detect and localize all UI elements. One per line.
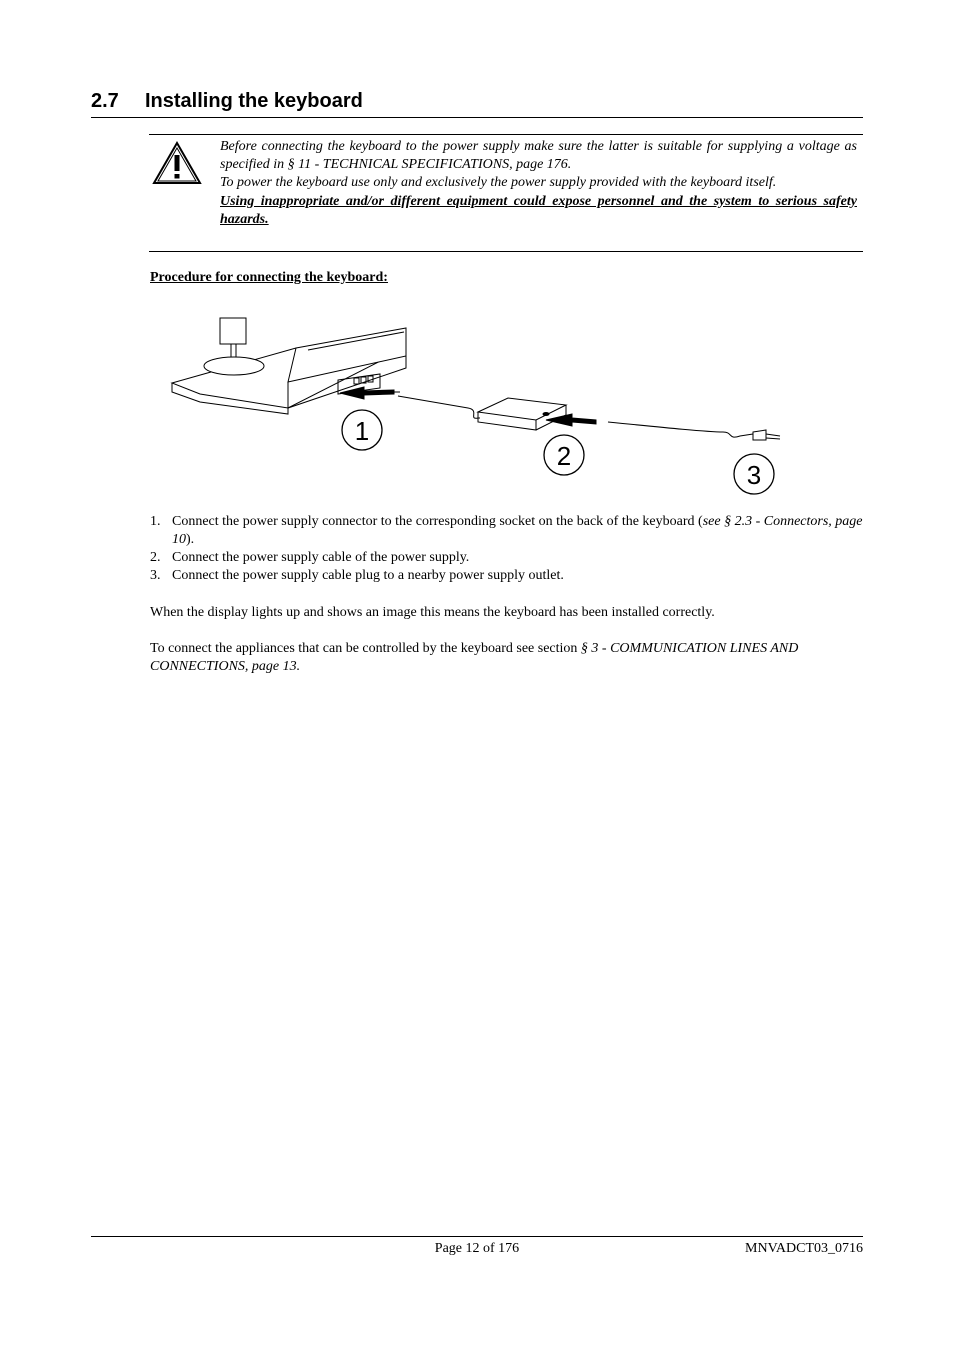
procedure-title: Procedure for connecting the keyboard: bbox=[150, 270, 388, 285]
keyboard-connection-figure bbox=[168, 308, 788, 498]
step-item bbox=[150, 513, 864, 549]
step-text: Connect the power supply cable plug to a nearby power supply outlet. bbox=[172, 568, 564, 583]
section-title: Installing the keyboard bbox=[145, 90, 363, 112]
callout-2 bbox=[544, 435, 584, 475]
warning-box bbox=[149, 134, 863, 252]
step-item bbox=[150, 549, 864, 567]
section-ref[interactable]: § 3 - COMMUNICATION LINES AND CONNECTIONS, page 13. bbox=[150, 641, 799, 674]
page-number: Page 12 of 176 bbox=[434, 1241, 520, 1256]
warning-triangle-icon bbox=[152, 141, 202, 185]
callout-2-label: 2 bbox=[556, 441, 572, 471]
section-heading bbox=[91, 90, 863, 118]
callout-3-label: 3 bbox=[746, 460, 762, 490]
callout-3 bbox=[734, 454, 774, 494]
section-number: 2.7 bbox=[91, 90, 119, 112]
warning-line-1-text: Before connecting the keyboard to the power supply make sure the latter is suitable for supplying a voltage as specified in bbox=[220, 139, 857, 173]
document-code: MNVADCT03_0716 bbox=[745, 1241, 863, 1256]
callout-1-label: 1 bbox=[354, 416, 370, 446]
step-number: 1. bbox=[150, 514, 161, 529]
connect-appliances-paragraph bbox=[150, 640, 864, 676]
step-number: 3. bbox=[150, 568, 161, 583]
warning-line-1-ref[interactable]: § 11 - TECHNICAL SPECIFICATIONS, page 176. bbox=[287, 157, 572, 173]
step-text: Connect the power supply connector to the corresponding socket on the back of the keyboard ( bbox=[172, 514, 703, 529]
warning-line-3: Using inappropriate and/or different equipment could expose personnel and the system to serious safety hazards. bbox=[220, 193, 857, 227]
step-ref[interactable]: see § 2.3 - Connectors, page 10 bbox=[172, 514, 863, 547]
step-item bbox=[150, 567, 864, 585]
callout-1 bbox=[342, 410, 382, 450]
warning-line-1 bbox=[220, 138, 857, 174]
step-number: 2. bbox=[150, 550, 161, 565]
procedure-steps bbox=[150, 513, 864, 585]
step-tail: ). bbox=[186, 532, 195, 547]
step-text: Connect the power supply cable of the power supply. bbox=[172, 550, 470, 565]
paragraph-text: To connect the appliances that can be controlled by the keyboard see section bbox=[150, 641, 581, 656]
keyboard-illustration bbox=[172, 318, 780, 440]
warning-line-2: To power the keyboard use only and exclusively the power supply provided with the keyboard itself. bbox=[220, 175, 777, 191]
warning-text bbox=[220, 138, 857, 229]
install-confirmation-paragraph: When the display lights up and shows an image this means the keyboard has been installed correctly. bbox=[150, 605, 715, 620]
footer-divider bbox=[91, 1236, 863, 1237]
